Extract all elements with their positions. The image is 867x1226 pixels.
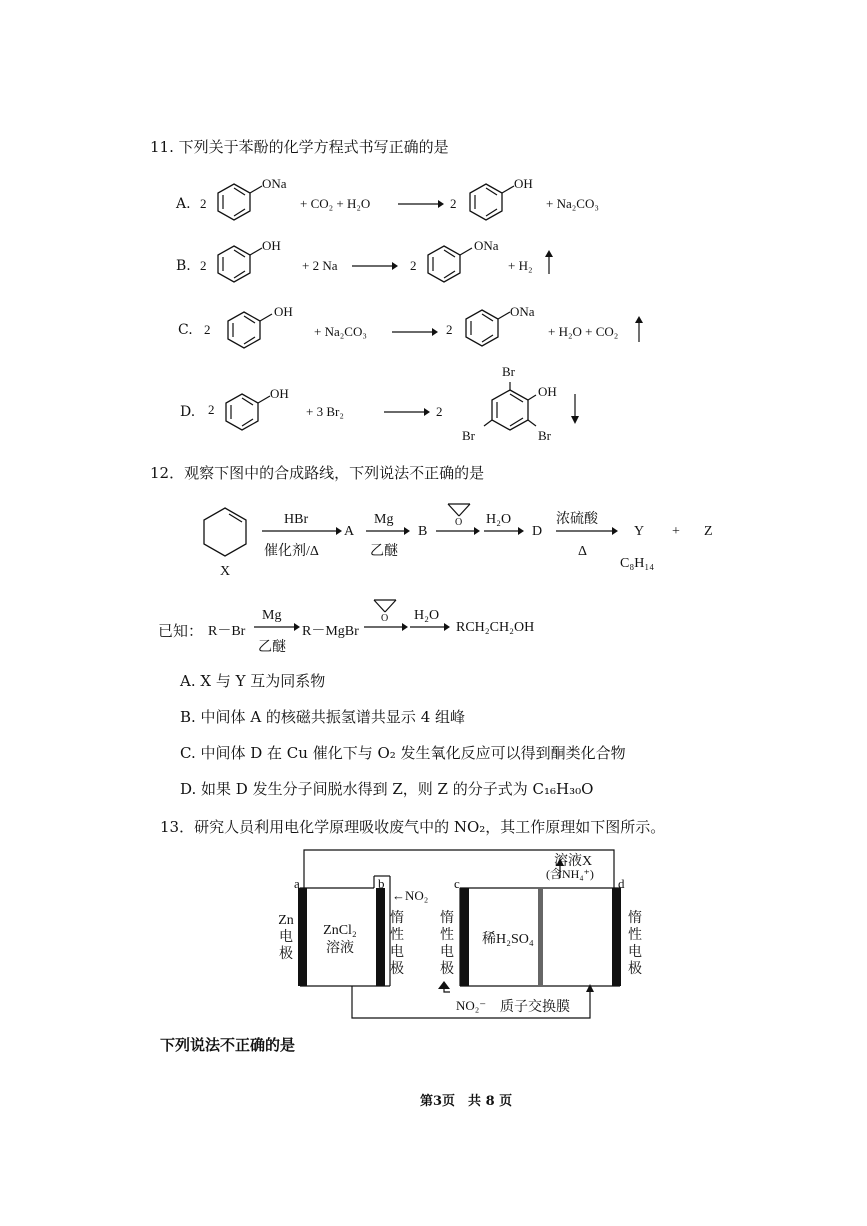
compound-d-label: D bbox=[532, 524, 543, 539]
coefficient: 2 bbox=[450, 196, 457, 211]
substituent-label: OH bbox=[514, 176, 533, 191]
reaction-arrow-icon bbox=[410, 622, 450, 632]
step1-reagent: HBr bbox=[284, 512, 309, 527]
known-water: H₂O bbox=[414, 608, 440, 623]
reaction-arrow-icon bbox=[262, 526, 342, 536]
coefficient: 2 bbox=[200, 258, 207, 273]
hydroxyl-label: OH bbox=[538, 384, 557, 399]
reaction-arrow-icon bbox=[392, 326, 438, 338]
solution-x-label: 溶液X bbox=[554, 854, 593, 869]
epoxide-structure-icon bbox=[366, 596, 406, 622]
reaction-arrow-icon bbox=[398, 198, 444, 210]
q12-title: 12．观察下图中的合成路线，下列说法不正确的是 bbox=[150, 464, 485, 482]
reaction-arrow-icon bbox=[384, 406, 430, 418]
no2-inlet-label: ←NO₂ bbox=[392, 888, 429, 903]
coefficient: 2 bbox=[436, 404, 443, 419]
coefficient: 2 bbox=[204, 322, 211, 337]
compound-a-label: A bbox=[344, 524, 355, 539]
option-label: D. bbox=[180, 404, 196, 420]
substituent-label: ONa bbox=[510, 304, 535, 319]
precipitate-down-arrow-icon bbox=[570, 394, 580, 424]
terminal-a-label: a bbox=[294, 876, 300, 891]
proton-exchange-membrane-label: 质子交换膜 bbox=[500, 1000, 570, 1015]
solution-x-note: (含NH₄⁺) bbox=[546, 867, 594, 881]
q12-option-d: D. 如果 D 发生分子间脱水得到 Z，则 Z 的分子式为 C₁₆H₃₀O bbox=[180, 780, 594, 798]
reaction-arrow-icon bbox=[254, 622, 300, 632]
q11-title: 11. 下列关于苯酚的化学方程式书写正确的是 bbox=[150, 138, 449, 156]
inert-electrode-d-label: 惰 性 电 极 bbox=[628, 911, 642, 977]
reaction-arrow-icon bbox=[484, 526, 524, 536]
q12-option-a: A. X 与 Y 互为同系物 bbox=[180, 672, 326, 690]
bromo-label: Br bbox=[502, 364, 515, 379]
reagent-text: + Na₂CO₃ bbox=[314, 324, 367, 339]
coefficient: 2 bbox=[410, 258, 417, 273]
reaction-arrow-icon bbox=[436, 526, 480, 536]
product-text: + H₂O + CO₂ bbox=[548, 324, 619, 339]
option-label: A. bbox=[176, 196, 191, 212]
known-product: RCH₂CH₂OH bbox=[456, 620, 535, 635]
product-text: + Na₂CO₃ bbox=[546, 196, 599, 211]
terminal-c-label: c bbox=[454, 876, 460, 891]
cyclohexene-structure-icon bbox=[198, 504, 252, 558]
grignard-reagent: R－MgBr bbox=[302, 624, 359, 639]
option-label: C. bbox=[178, 322, 193, 338]
known-prefix: 已知： bbox=[158, 622, 204, 640]
plus-sign: + bbox=[672, 524, 680, 539]
epoxide-structure-icon bbox=[440, 500, 480, 526]
alkyl-bromide: R－Br bbox=[208, 624, 246, 639]
compound-z-label: Z bbox=[704, 524, 713, 539]
step4-reagent: 浓硫酸 bbox=[556, 512, 598, 527]
q13-followup: 下列说法不正确的是 bbox=[160, 1036, 296, 1054]
compound-y-label: Y bbox=[634, 524, 645, 539]
reagent-text: + 3 Br₂ bbox=[306, 404, 344, 419]
bromo-label: Br bbox=[462, 428, 475, 443]
reaction-arrow-icon bbox=[364, 622, 408, 632]
reagent-text: + 2 Na bbox=[302, 258, 338, 273]
reaction-arrow-icon bbox=[366, 526, 410, 536]
substituent-label: OH bbox=[262, 238, 281, 253]
gas-up-arrow-icon bbox=[544, 250, 554, 274]
reagent-text: + CO₂ + H₂O bbox=[300, 196, 371, 211]
step2-solvent: 乙醚 bbox=[370, 544, 398, 559]
bromo-label: Br bbox=[538, 428, 551, 443]
zncl2-solution-label: ZnCl₂ 溶液 bbox=[323, 923, 357, 956]
q12-option-c: C. 中间体 D 在 Cu 催化下与 O₂ 发生氧化反应可以得到酮类化合物 bbox=[180, 744, 626, 762]
substituent-label: OH bbox=[270, 386, 289, 401]
compound-x-label: X bbox=[220, 564, 231, 579]
known-ether: 乙醚 bbox=[258, 640, 286, 655]
terminal-b-label: b bbox=[378, 876, 385, 891]
y-formula: C₈H₁₄ bbox=[620, 556, 655, 571]
coefficient: 2 bbox=[208, 402, 215, 417]
q13-title: 13．研究人员利用电化学原理吸收废气中的 NO₂，其工作原理如下图所示。 bbox=[160, 818, 666, 836]
terminal-d-label: d bbox=[618, 876, 625, 891]
zn-electrode-label: Zn 电 极 bbox=[278, 913, 294, 962]
coefficient: 2 bbox=[446, 322, 453, 337]
substituent-label: OH bbox=[274, 304, 293, 319]
epoxide-oxygen: O bbox=[455, 517, 463, 526]
step2-reagent: Mg bbox=[374, 512, 394, 527]
page-footer: 第3页 共 8 页 bbox=[420, 1094, 513, 1109]
reaction-arrow-icon bbox=[556, 526, 618, 536]
epoxide-oxygen: O bbox=[381, 613, 389, 622]
step1-condition: 催化剂/Δ bbox=[264, 544, 319, 559]
q12-option-b: B. 中间体 A 的核磁共振氢谱共显示 4 组峰 bbox=[180, 708, 466, 726]
option-label: B. bbox=[176, 258, 191, 274]
dilute-h2so4-label: 稀H₂SO₄ bbox=[482, 932, 534, 947]
nitrite-ion-label: NO₂⁻ bbox=[456, 998, 487, 1013]
substituent-label: ONa bbox=[262, 176, 287, 191]
substituent-label: ONa bbox=[474, 238, 499, 253]
compound-b-label: B bbox=[418, 524, 428, 539]
product-text: + H₂ bbox=[508, 258, 533, 273]
known-mg: Mg bbox=[262, 608, 282, 623]
gas-up-arrow-icon bbox=[634, 316, 644, 342]
inert-electrode-c-label: 惰 性 电 极 bbox=[440, 911, 454, 977]
reaction-arrow-icon bbox=[352, 260, 398, 272]
step4-condition: Δ bbox=[578, 544, 588, 559]
inert-electrode-b-label: 惰 性 电 极 bbox=[390, 911, 404, 977]
coefficient: 2 bbox=[200, 196, 207, 211]
step3-reagent: H₂O bbox=[486, 512, 512, 527]
